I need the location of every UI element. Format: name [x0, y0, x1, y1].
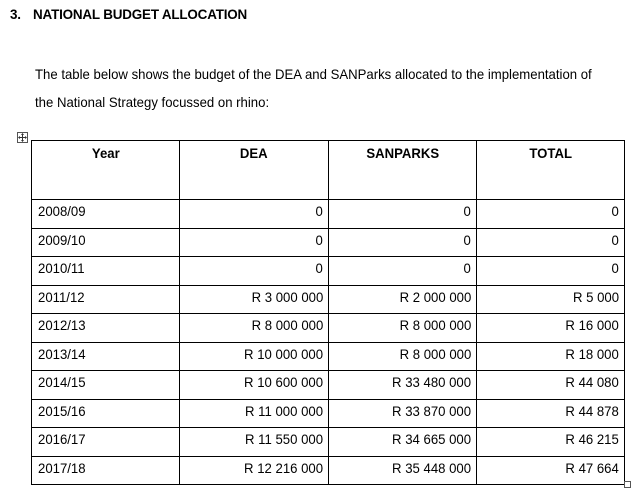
cell-dea: R 3 000 000 — [180, 285, 329, 314]
header-sanparks: SANPARKS — [329, 141, 477, 200]
cell-year: 2016/17 — [32, 428, 180, 457]
cell-sanparks: 0 — [329, 257, 477, 286]
cell-total: R 47 664 — [477, 456, 625, 485]
cell-total: R 18 000 — [477, 342, 625, 371]
table-row — [32, 399, 625, 428]
table-move-icon[interactable] — [17, 132, 28, 143]
cell-sanparks: R 8 000 000 — [329, 314, 477, 343]
budget-table — [31, 140, 625, 485]
table-row — [32, 257, 625, 286]
section-number: 3. — [10, 6, 21, 22]
cell-total: R 44 080 — [477, 371, 625, 400]
table-row — [32, 342, 625, 371]
cell-total: R 5 000 — [477, 285, 625, 314]
section-heading — [10, 6, 247, 22]
table-row — [32, 285, 625, 314]
cell-sanparks: R 35 448 000 — [329, 456, 477, 485]
table-row — [32, 200, 625, 229]
cell-year: 2015/16 — [32, 399, 180, 428]
cell-sanparks: R 33 870 000 — [329, 399, 477, 428]
cell-year: 2010/11 — [32, 257, 180, 286]
cell-year: 2012/13 — [32, 314, 180, 343]
cell-total: R 46 215 — [477, 428, 625, 457]
cell-sanparks: R 2 000 000 — [329, 285, 477, 314]
table-row — [32, 428, 625, 457]
cell-year: 2011/12 — [32, 285, 180, 314]
table-row — [32, 371, 625, 400]
cell-total: 0 — [477, 200, 625, 229]
cell-total: R 16 000 — [477, 314, 625, 343]
table-row — [32, 456, 625, 485]
cell-sanparks: R 33 480 000 — [329, 371, 477, 400]
table-row — [32, 314, 625, 343]
cell-dea: R 10 600 000 — [180, 371, 329, 400]
cell-dea: R 11 550 000 — [180, 428, 329, 457]
table-resize-icon[interactable] — [624, 481, 631, 488]
header-year: Year — [32, 141, 180, 200]
cell-year: 2017/18 — [32, 456, 180, 485]
header-total: TOTAL — [477, 141, 625, 200]
section-title: NATIONAL BUDGET ALLOCATION — [33, 6, 248, 22]
cell-dea: 0 — [180, 257, 329, 286]
cell-dea: 0 — [180, 228, 329, 257]
cell-sanparks: 0 — [329, 200, 477, 229]
cell-sanparks: 0 — [329, 228, 477, 257]
cell-sanparks: R 34 665 000 — [329, 428, 477, 457]
cell-dea: R 11 000 000 — [180, 399, 329, 428]
cell-total: 0 — [477, 257, 625, 286]
cell-total: R 44 878 — [477, 399, 625, 428]
cell-total: 0 — [477, 228, 625, 257]
table-row — [32, 228, 625, 257]
cell-dea: R 10 000 000 — [180, 342, 329, 371]
header-dea: DEA — [180, 141, 329, 200]
cell-dea: 0 — [180, 200, 329, 229]
cell-dea: R 8 000 000 — [180, 314, 329, 343]
cell-sanparks: R 8 000 000 — [329, 342, 477, 371]
intro-paragraph: The table below shows the budget of the DEA and SANParks allocated to the implementation of the National Strategy focussed on rhino: — [35, 66, 592, 110]
cell-year: 2009/10 — [32, 228, 180, 257]
table-header-row — [32, 141, 625, 200]
cell-year: 2008/09 — [32, 200, 180, 229]
cell-dea: R 12 216 000 — [180, 456, 329, 485]
cell-year: 2014/15 — [32, 371, 180, 400]
cell-year: 2013/14 — [32, 342, 180, 371]
